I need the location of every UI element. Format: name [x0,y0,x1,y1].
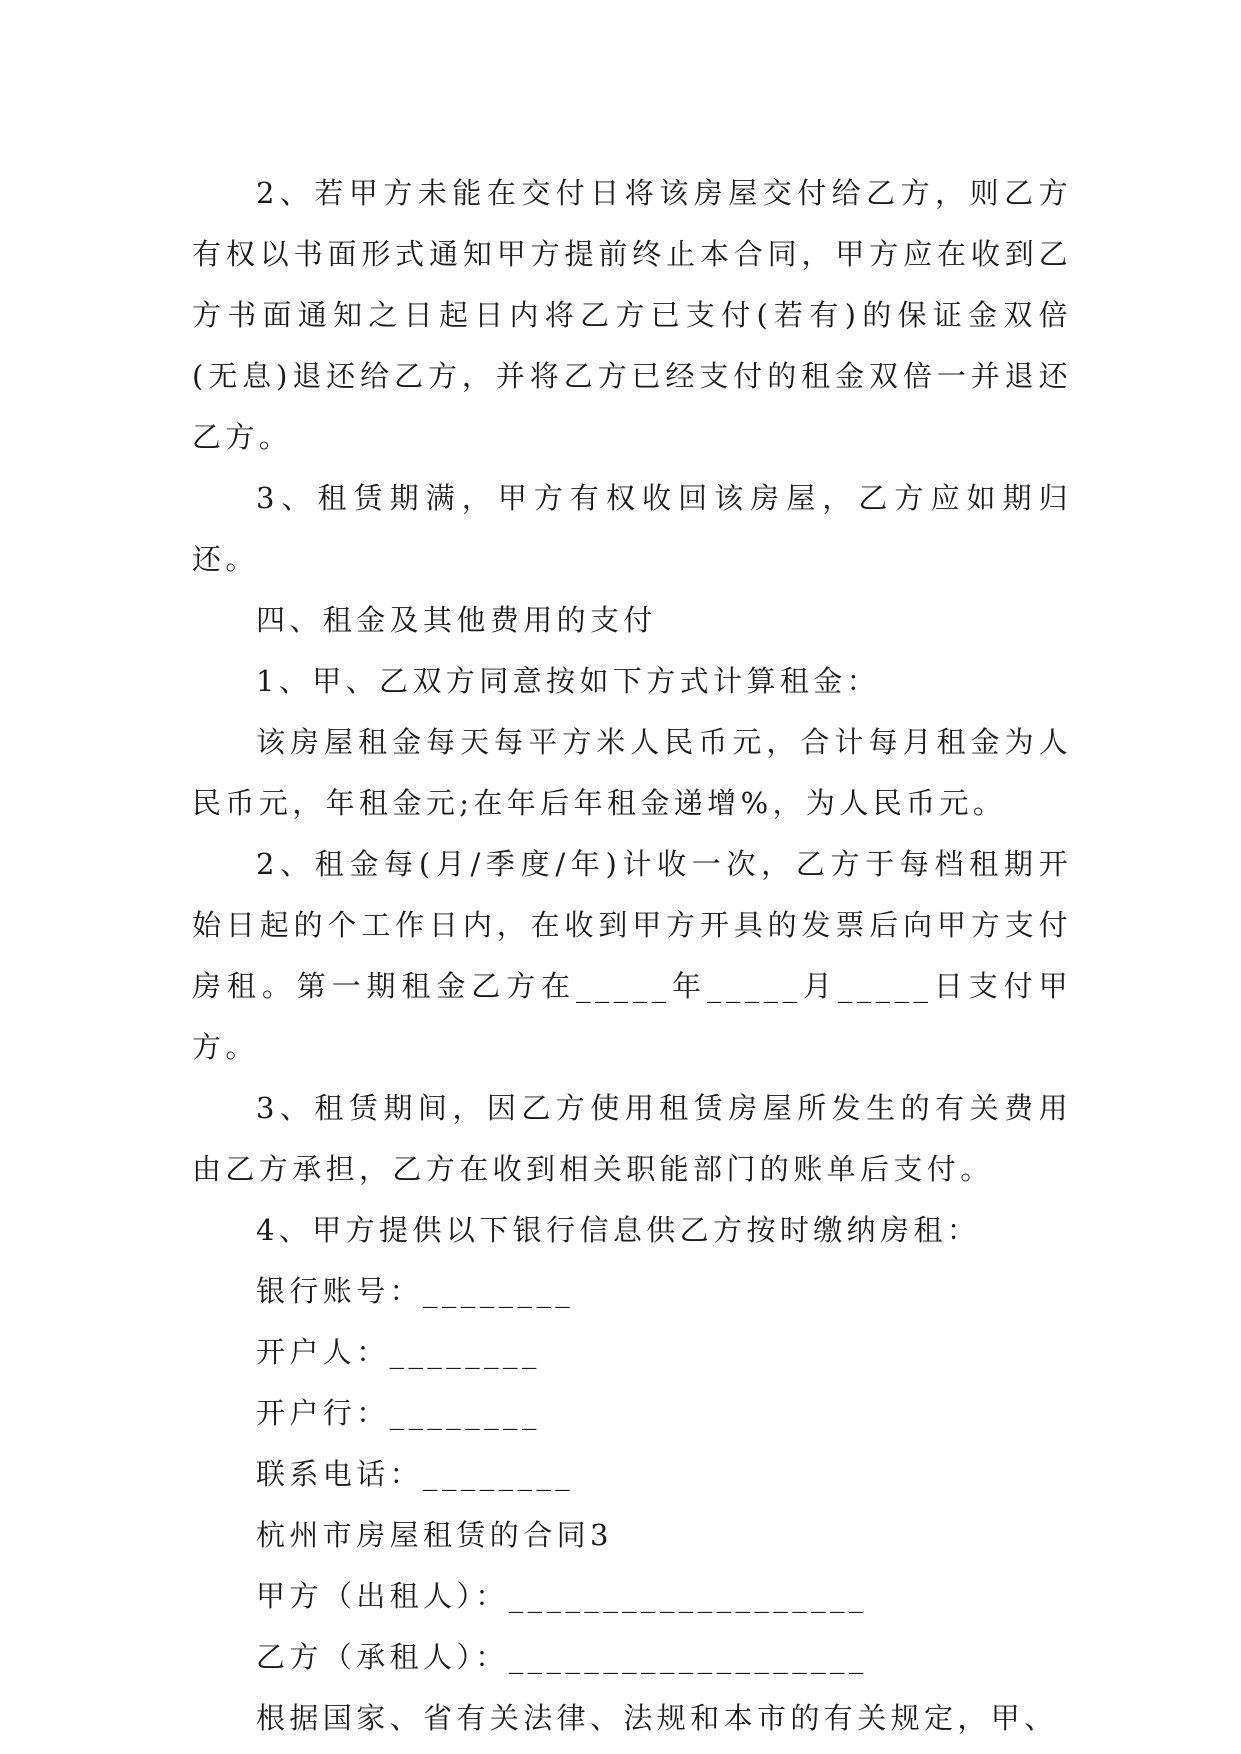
contract-title: 杭州市房屋租赁的合同3 [256,1518,613,1552]
clause-paragraph: 2、若甲方未能在交付日将该房屋交付给乙方，则乙方有权以书面形式通知甲方提前终止本合同，甲方应在收到乙方书面通知之日起日内将乙方已支付(若有)的保证金双倍(无息)退还给乙方，并将乙方已经支付的租金双倍一并退还乙方。 [192,176,1072,454]
clause-paragraph: 4、甲方提供以下银行信息供乙方按时缴纳房租： [256,1213,981,1247]
clause-paragraph: 3、租赁期间，因乙方使用租赁房屋所发生的有关费用由乙方承担，乙方在收到相关职能部门的账单后支付。 [192,1091,1072,1186]
section-heading: 四、租金及其他费用的支付 [256,603,657,637]
bank-account-field: 银行账号：________ [256,1274,575,1308]
closing-paragraph: 根据国家、省有关法律、法规和本市的有关规定，甲、 [256,1701,1058,1735]
clause-paragraph: 1、甲、乙双方同意按如下方式计算租金： [256,664,881,698]
account-holder-field: 开户人：________ [256,1335,541,1369]
document-body [192,163,1072,1749]
party-a-field: 甲方（出租人）：___________________ [256,1579,868,1613]
bank-branch-field: 开户行：________ [256,1396,541,1430]
party-b-field: 乙方（承租人）：___________________ [256,1640,868,1674]
contact-phone-field: 联系电话：________ [256,1457,575,1491]
clause-paragraph: 2、租金每(月/季度/年)计收一次，乙方于每档租期开始日起的个工作日内，在收到甲方开具的发票后向甲方支付房租。第一期租金乙方在_____年_____月_____日支付甲方。 [192,847,1072,1064]
clause-paragraph: 3、租赁期满，甲方有权收回该房屋，乙方应如期归还。 [192,481,1072,576]
clause-paragraph: 该房屋租金每天每平方米人民币元，合计每月租金为人民币元，年租金元;在年后年租金递增%，为人民币元。 [192,725,1072,820]
